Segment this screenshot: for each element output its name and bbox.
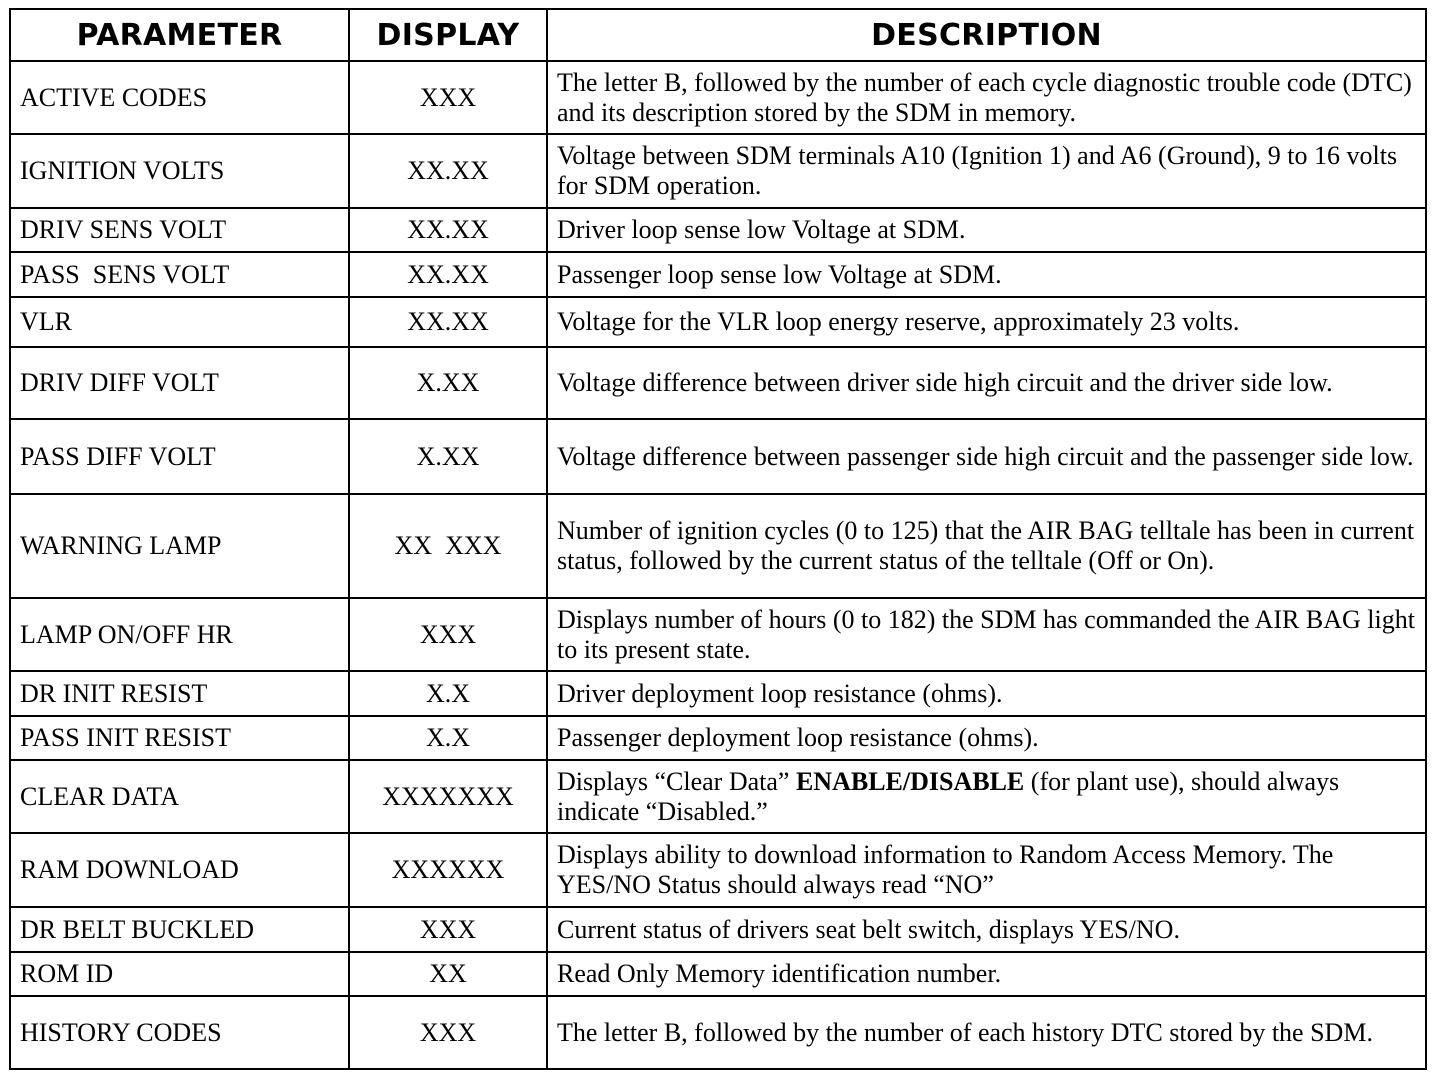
description-cell: The letter B, followed by the number of each history DTC stored by the SDM. xyxy=(547,996,1426,1069)
table-row xyxy=(10,61,1426,134)
parameter-cell: ACTIVE CODES xyxy=(10,61,349,134)
table-row xyxy=(10,716,1426,760)
parameter-cell: DRIV SENS VOLT xyxy=(10,208,349,252)
display-cell: XX XXX xyxy=(349,494,547,598)
description-bold-text: ENABLE/DISABLE xyxy=(795,766,1025,796)
table-row xyxy=(10,347,1426,419)
parameter-cell: WARNING LAMP xyxy=(10,494,349,598)
parameter-cell: CLEAR DATA xyxy=(10,760,349,833)
table-row xyxy=(10,598,1426,671)
parameter-cell: ROM ID xyxy=(10,952,349,996)
display-cell: XXX xyxy=(349,996,547,1069)
description-cell: Passenger deployment loop resistance (ohms). xyxy=(547,716,1426,760)
display-cell: XX.XX xyxy=(349,134,547,208)
table-row xyxy=(10,952,1426,996)
description-text: (for plant use), should always indicate “Disabled.” xyxy=(557,766,1346,826)
display-cell: X.XX xyxy=(349,347,547,419)
table-row xyxy=(10,297,1426,347)
header-row xyxy=(10,9,1426,61)
description-cell: The letter B, followed by the number of each cycle diagnostic trouble code (DTC) and its description stored by the SDM in memory. xyxy=(547,61,1426,134)
table-row xyxy=(10,134,1426,208)
parameter-cell: HISTORY CODES xyxy=(10,996,349,1069)
display-cell: XX.XX xyxy=(349,297,547,347)
display-cell: XXX xyxy=(349,61,547,134)
display-cell: XX.XX xyxy=(349,252,547,297)
description-cell: Passenger loop sense low Voltage at SDM. xyxy=(547,252,1426,297)
display-cell: XXXXXXX xyxy=(349,760,547,833)
description-cell: Voltage between SDM terminals A10 (Ignition 1) and A6 (Ground), 9 to 16 volts for SDM operation. xyxy=(547,134,1426,208)
table-row xyxy=(10,833,1426,907)
header-description: DESCRIPTION xyxy=(547,9,1426,61)
display-cell: XXX xyxy=(349,907,547,952)
table-row xyxy=(10,419,1426,494)
display-cell: X.X xyxy=(349,716,547,760)
display-cell: X.XX xyxy=(349,419,547,494)
parameter-table-container xyxy=(9,8,1425,1070)
header-parameter: PARAMETER xyxy=(10,9,349,61)
parameter-cell: PASS DIFF VOLT xyxy=(10,419,349,494)
description-cell: Driver loop sense low Voltage at SDM. xyxy=(547,208,1426,252)
header-display: DISPLAY xyxy=(349,9,547,61)
table-row xyxy=(10,208,1426,252)
table-row xyxy=(10,760,1426,833)
description-cell: Voltage for the VLR loop energy reserve, approximately 23 volts. xyxy=(547,297,1426,347)
description-cell: Read Only Memory identification number. xyxy=(547,952,1426,996)
parameter-cell: RAM DOWNLOAD xyxy=(10,833,349,907)
display-cell: XXX xyxy=(349,598,547,671)
description-cell: Driver deployment loop resistance (ohms). xyxy=(547,671,1426,716)
parameter-table xyxy=(9,8,1427,1070)
description-cell: Displays number of hours (0 to 182) the SDM has commanded the AIR BAG light to its present state. xyxy=(547,598,1426,671)
description-cell xyxy=(547,760,1426,833)
display-cell: XXXXXX xyxy=(349,833,547,907)
parameter-cell: VLR xyxy=(10,297,349,347)
display-cell: XX.XX xyxy=(349,208,547,252)
parameter-cell: DR BELT BUCKLED xyxy=(10,907,349,952)
table-row xyxy=(10,907,1426,952)
table-row xyxy=(10,996,1426,1069)
description-cell: Displays ability to download information to Random Access Memory. The YES/NO Status should always read “NO” xyxy=(547,833,1426,907)
table-row xyxy=(10,671,1426,716)
parameter-cell: LAMP ON/OFF HR xyxy=(10,598,349,671)
table-row xyxy=(10,494,1426,598)
display-cell: X.X xyxy=(349,671,547,716)
description-cell: Current status of drivers seat belt switch, displays YES/NO. xyxy=(547,907,1426,952)
description-cell: Voltage difference between driver side high circuit and the driver side low. xyxy=(547,347,1426,419)
description-cell: Voltage difference between passenger side high circuit and the passenger side low. xyxy=(547,419,1426,494)
description-cell: Number of ignition cycles (0 to 125) that the AIR BAG telltale has been in current status, followed by the current status of the telltale (Off or On). xyxy=(547,494,1426,598)
description-text: Displays “Clear Data” xyxy=(557,766,796,796)
parameter-cell: DR INIT RESIST xyxy=(10,671,349,716)
parameter-cell: PASS INIT RESIST xyxy=(10,716,349,760)
parameter-cell: PASS SENS VOLT xyxy=(10,252,349,297)
parameter-cell: IGNITION VOLTS xyxy=(10,134,349,208)
table-row xyxy=(10,252,1426,297)
display-cell: XX xyxy=(349,952,547,996)
parameter-cell: DRIV DIFF VOLT xyxy=(10,347,349,419)
